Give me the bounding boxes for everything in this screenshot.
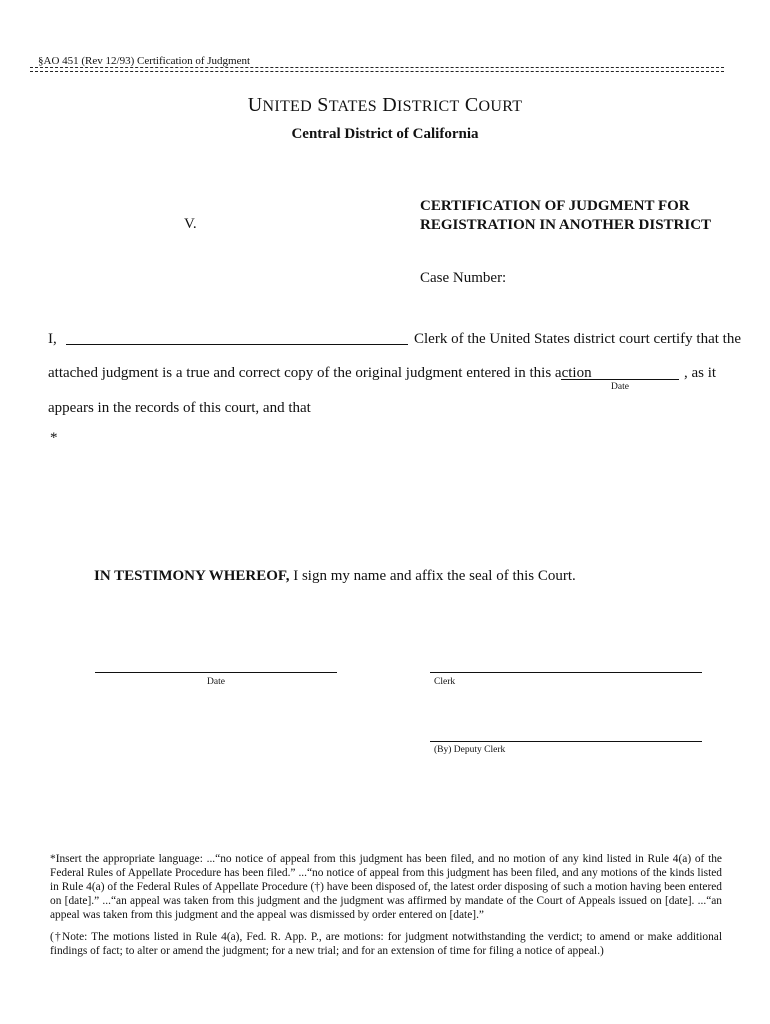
clerk-signature-field[interactable] xyxy=(430,672,702,673)
case-number-label: Case Number: xyxy=(420,270,507,286)
court-title-D: D xyxy=(382,94,397,116)
i-label: I, xyxy=(48,331,57,347)
certification-title xyxy=(420,197,711,235)
clerk-certify-text: Clerk of the United States district court certify that the xyxy=(414,331,741,347)
insert-asterisk: * xyxy=(50,430,58,446)
deputy-clerk-signature-field[interactable] xyxy=(430,741,702,742)
clerk-name-field[interactable] xyxy=(66,344,408,345)
footnotes xyxy=(50,852,722,966)
deputy-clerk-label: (By) Deputy Clerk xyxy=(434,745,506,755)
court-title-S: S xyxy=(317,94,329,116)
court-title-OURT: OURT xyxy=(478,98,523,115)
court-title xyxy=(0,94,770,117)
attached-judgment-text: attached judgment is a true and correct copy of the original judgment entered in this action xyxy=(48,365,592,381)
header-double-rule xyxy=(30,67,724,72)
versus-label: V. xyxy=(184,216,197,232)
judgment-date-label: Date xyxy=(611,382,629,392)
appears-text: appears in the records of this court, and that xyxy=(48,400,311,416)
as-it-text: , as it xyxy=(684,365,717,381)
court-title-NITED: NITED xyxy=(262,98,312,115)
signature-date-field[interactable] xyxy=(95,672,337,673)
district-name: Central District of California xyxy=(291,126,479,142)
court-title-ISTRICT: ISTRICT xyxy=(396,98,460,115)
insert-language-note: *Insert the appropriate language: ...“no notice of appeal from this judgment has been filed, and no motion of any kind listed in Rule 4(a) of the Federal Rules of Appellate Procedure has been filed.” ...“no notice of appeal from this judgment has been filed, and any motions of the kinds listed in Rule 4(a) of the Federal Rules of Appellate Procedure (†) have been disposed of, the latest order disposing of such a motion having been entered on [date].” ...“an appeal was taken from this judgment and the judgment was affirmed by mandate of the Court of Appeals issued on [date]. ...“an appeal was taken from this judgment and the appeal was dismissed by order entered on [date].” xyxy=(50,853,722,921)
court-title-TATES: TATES xyxy=(328,98,377,115)
dagger-note: (†Note: The motions listed in Rule 4(a), Fed. R. App. P., are motions: for judgment notwithstanding the verdict; to amend or make additional findings of fact; to alter or amend the judgment; for a new trial; and for an extension of time for filing a notice of appeal.) xyxy=(50,931,722,957)
certification-title-line2: REGISTRATION IN ANOTHER DISTRICT xyxy=(420,217,712,233)
clerk-label: Clerk xyxy=(434,677,456,687)
judgment-date-field[interactable] xyxy=(561,379,679,380)
signature-date-label: Date xyxy=(207,677,225,687)
testimony-bold: IN TESTIMONY WHEREOF, xyxy=(94,568,290,584)
testimony-statement xyxy=(94,568,576,585)
court-title-U: U xyxy=(247,94,263,116)
testimony-rest: I sign my name and affix the seal of this Court. xyxy=(289,568,576,584)
form-identifier: §AO 451 (Rev 12/93) Certification of Judgment xyxy=(38,55,251,67)
court-title-C: C xyxy=(464,94,479,116)
certification-title-line1: CERTIFICATION OF JUDGMENT FOR xyxy=(420,198,690,214)
